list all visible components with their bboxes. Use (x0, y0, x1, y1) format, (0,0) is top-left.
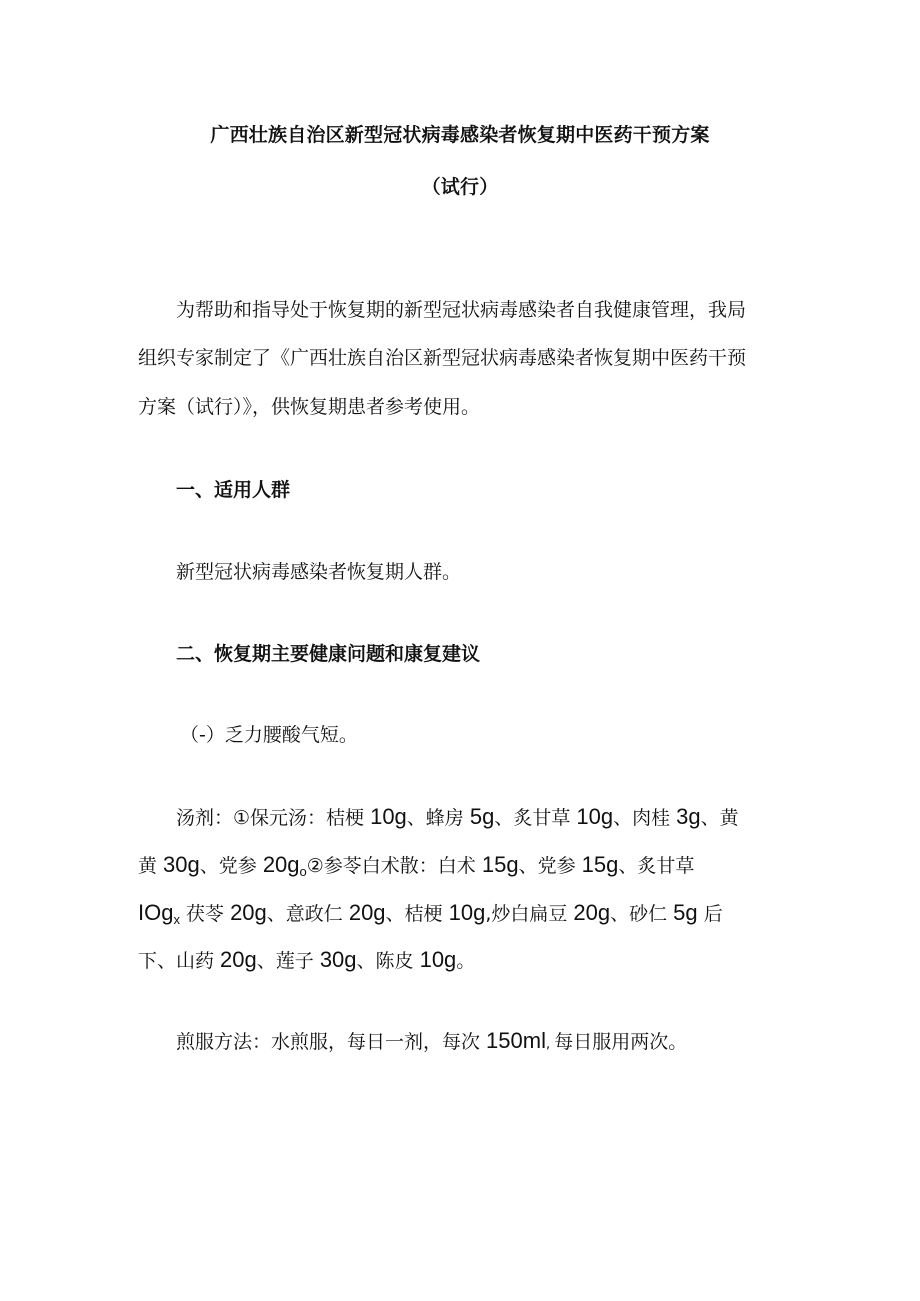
text-segment: ②参苓白术散：白术 (306, 855, 482, 877)
text-segment: 、党参 (199, 855, 263, 877)
text-segment: 、党参 (518, 855, 582, 877)
dose-value: 20g (220, 947, 257, 972)
dose-value: 30g (163, 852, 200, 877)
text-segment: 煎服方法：水煎服，每日一剂，每次 (176, 1031, 487, 1053)
text-segment: 后 (697, 903, 723, 925)
document-subtitle: （试行） (421, 176, 499, 198)
text-segment: 下、山药 (138, 950, 221, 972)
text-segment: ,炒白扁豆 (485, 903, 574, 925)
section-1-heading: 一、适用人群 (176, 479, 291, 501)
dose-value: 30g (319, 947, 357, 972)
dose-value: 20g (230, 900, 267, 925)
dose-value: 20g (348, 900, 386, 925)
dose-value: 15g (581, 852, 619, 877)
decoction-line-1 (176, 806, 739, 828)
text-segment: 、蜂房 (406, 807, 470, 829)
subscript-mark: o (299, 864, 307, 879)
text-segment: 、黄 (700, 807, 739, 829)
dose-value: 3g (676, 804, 701, 829)
subscript-mark: x (173, 912, 180, 927)
method-line (176, 1030, 687, 1052)
dose-value: 5g (673, 900, 698, 925)
intro-line-2: 组织专家制定了《广西壮族自治区新型冠状病毒感染者恢复期中医药干预 (138, 347, 747, 369)
text-segment: 、砂仁 (610, 903, 674, 925)
document-title: 广西壮族自治区新型冠状病毒感染者恢复期中医药干预方案 (210, 124, 710, 146)
section-1-text: 新型冠状病毒感染者恢复期人群。 (176, 561, 462, 583)
text-segment: 茯苓 (179, 903, 231, 925)
text-segment: 、炙甘草 (618, 855, 695, 877)
text-segment: 汤剂：①保元汤：桔梗 (176, 807, 371, 829)
text-segment: 黄 (138, 855, 164, 877)
section-2-heading: 二、恢复期主要健康问题和康复建议 (176, 643, 481, 665)
dose-value: 10g (576, 804, 614, 829)
dose-value: 10g (370, 804, 407, 829)
dose-value: 5g (469, 804, 495, 829)
dose-value: 20g (573, 900, 611, 925)
text-segment: 、炙甘草 (494, 807, 577, 829)
intro-line-1: 为帮助和指导处于恢复期的新型冠状病毒感染者自我健康管理，我局 (176, 299, 747, 321)
text-segment: 、莲子 (256, 950, 320, 972)
decoction-line-4 (138, 949, 475, 971)
intro-line-3: 方案（试行）》，供恢复期患者参考使用。 (138, 396, 481, 418)
text-segment: 、桔梗 (385, 903, 449, 925)
dose-value: 150ml (486, 1028, 546, 1053)
decoction-line-3 (138, 902, 723, 926)
dose-value: IOg (138, 900, 174, 925)
decoction-line-2 (138, 854, 694, 878)
dose-value: 20g (262, 852, 300, 877)
dose-value: 15g (481, 852, 519, 877)
text-segment: , (545, 1037, 555, 1052)
dose-value: 10g (448, 900, 486, 925)
dose-value: 10g (419, 947, 457, 972)
text-segment: 、陈皮 (356, 950, 420, 972)
text-segment: 。 (456, 950, 476, 972)
text-segment: 每日服用两次。 (554, 1031, 688, 1053)
text-segment: 、肉桂 (613, 807, 677, 829)
text-segment: 、意政仁 (266, 903, 349, 925)
subsection-1-heading: （-）乏力腰酸气短。 (180, 724, 358, 746)
